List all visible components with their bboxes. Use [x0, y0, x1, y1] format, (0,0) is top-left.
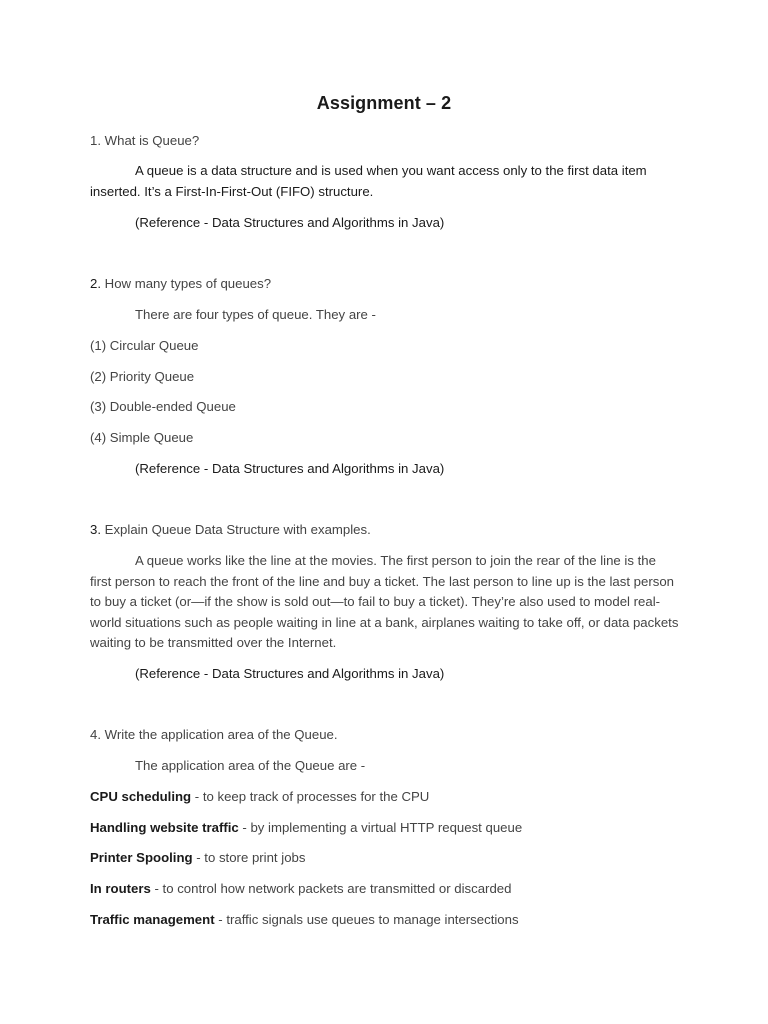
application-desc: - to keep track of processes for the CPU — [191, 789, 430, 804]
application-term: CPU scheduling — [90, 789, 192, 804]
queue-type-item: (3) Double-ended Queue — [90, 399, 236, 414]
answer-2-intro: There are four types of queue. They are - — [135, 307, 376, 322]
queue-type-item: (1) Circular Queue — [90, 338, 199, 353]
answer-3: A queue works like the line at the movies. The first person to join the rear of the line is the first person to reach the front of the line and buy a ticket. The last person to line up is the last person to buy a ticket (or—if the show is sold out—to fail to buy a ticket). They’re also used to model real-world situations such as people waiting in line at a bank, airplanes waiting to take off, or data packets waiting to be transmitted over the Internet. — [90, 553, 679, 650]
question-1: 1. What is Queue? — [90, 133, 200, 148]
application-desc: - by implementing a virtual HTTP request queue — [238, 820, 523, 835]
reference-3: (Reference - Data Structures and Algorithms in Java) — [135, 666, 445, 681]
application-item — [90, 818, 522, 839]
question-2-text: How many types of queues? — [101, 276, 272, 291]
question-3 — [90, 520, 371, 541]
queue-type-item: (4) Simple Queue — [90, 430, 194, 445]
answer-1: A queue is a data structure and is used when you want access only to the first data item inserted. It’s a First-In-First-Out (FIFO) structure. — [90, 163, 647, 199]
answer-4-intro: The application area of the Queue are - — [135, 758, 366, 773]
application-desc: - traffic signals use queues to manage intersections — [214, 912, 519, 927]
page-title: Assignment – 2 — [316, 93, 452, 113]
queue-type-item: (2) Priority Queue — [90, 369, 195, 384]
application-desc: - to store print jobs — [192, 850, 306, 865]
application-item — [90, 879, 511, 900]
question-3-number: 3. — [90, 522, 101, 537]
application-term: In routers — [90, 881, 151, 896]
question-2-number: 2. — [90, 276, 101, 291]
reference-2: (Reference - Data Structures and Algorithms in Java) — [135, 461, 445, 476]
question-3-text: Explain Queue Data Structure with examples. — [101, 522, 371, 537]
application-desc: - to control how network packets are transmitted or discarded — [150, 881, 512, 896]
application-term: Printer Spooling — [90, 850, 193, 865]
application-item — [90, 848, 305, 869]
question-4: 4. Write the application area of the Queue. — [90, 727, 338, 742]
application-term: Handling website traffic — [90, 820, 239, 835]
application-term: Traffic management — [90, 912, 215, 927]
reference-1: (Reference - Data Structures and Algorithms in Java) — [135, 215, 445, 230]
question-2 — [90, 274, 271, 295]
application-item — [90, 787, 429, 808]
application-item — [90, 910, 519, 931]
